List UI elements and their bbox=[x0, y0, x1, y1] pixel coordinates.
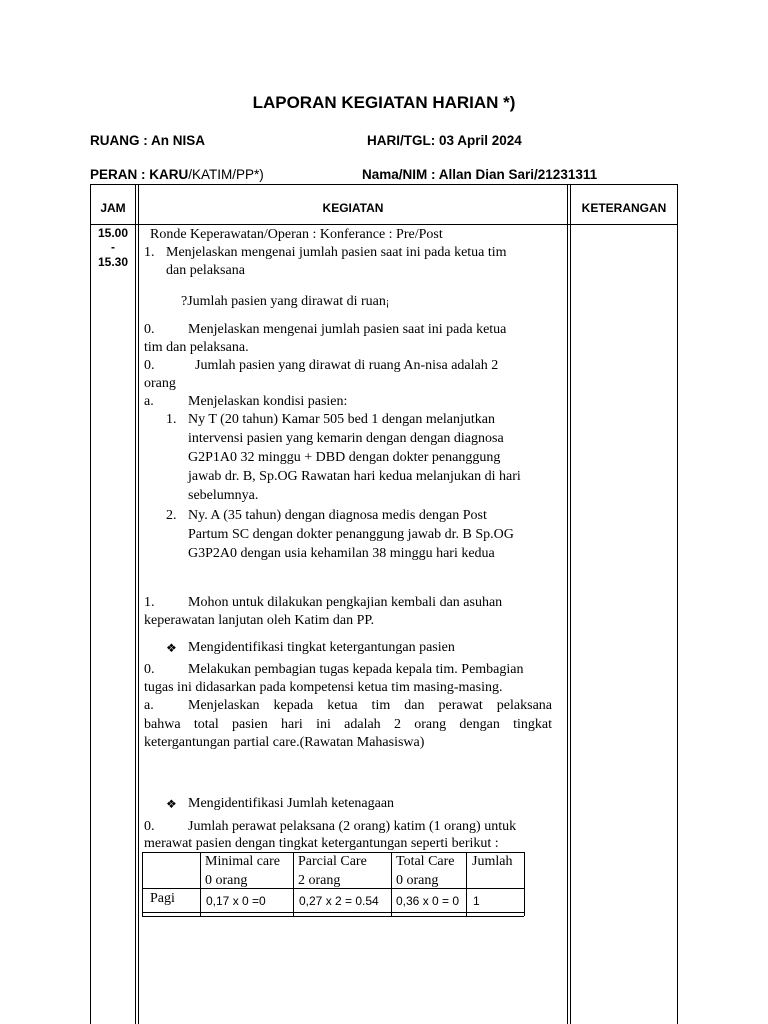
p5-cont: tugas ini didasarkan pada kompetensi ketua tim masing-masing. bbox=[144, 680, 503, 695]
header-keterangan: KETERANGAN bbox=[581, 201, 667, 215]
staff-col-line-0 bbox=[142, 852, 143, 916]
p4-cont: keperawatan lanjutan oleh Katim dan PP. bbox=[144, 613, 375, 628]
staff-col-line-2 bbox=[293, 852, 294, 916]
p6-number: a. bbox=[144, 698, 154, 713]
header-jumlah: Jumlah bbox=[472, 854, 513, 869]
staff-col-line-3 bbox=[391, 852, 392, 916]
cell-minimal: 0,17 x 0 =0 bbox=[206, 894, 266, 908]
header-parcial-care-count: 2 orang bbox=[298, 873, 341, 888]
room-label: RUANG : An NISA bbox=[90, 133, 205, 148]
bullet1-text: Mengidentifikasi tingkat ketergantungan pasien bbox=[188, 640, 455, 655]
time-start: 15.00 bbox=[97, 226, 129, 240]
staff-col-line-1 bbox=[200, 852, 201, 916]
header-total-care: Total Care bbox=[396, 854, 455, 869]
header-parcial-care: Parcial Care bbox=[298, 854, 367, 869]
patient1-line-4: jawab dr. B, Sp.OG Rawatan hari kedua melanjukan di hari bbox=[188, 469, 521, 484]
col-divider-2a bbox=[567, 184, 568, 1024]
p1-text: Menjelaskan mengenai jumlah pasien saat ini pada ketua bbox=[188, 322, 507, 337]
p3-number: a. bbox=[144, 394, 154, 409]
time-end: 15.30 bbox=[97, 255, 129, 269]
p2-cont: orang bbox=[144, 376, 176, 391]
item1-text-cont: dan pelaksana bbox=[166, 263, 245, 278]
patient2-line-1: Ny. A (35 tahun) dengan diagnosa medis dengan Post bbox=[188, 508, 487, 523]
patient1-line-1: Ny T (20 tahun) Kamar 505 bed 1 dengan melanjutkan bbox=[188, 412, 496, 427]
patient1-line-3: G2P1A0 32 minggu + DBD dengan dokter penanggung bbox=[188, 450, 501, 465]
p1-cont: tim dan pelaksana. bbox=[144, 340, 249, 355]
cell-parcial: 0,27 x 2 = 0.54 bbox=[299, 894, 379, 908]
table-top-border bbox=[90, 184, 678, 185]
patient2-line-2: Partum SC dengan dokter penanggung jawab dr. B Sp.OG bbox=[188, 527, 514, 542]
header-jam: JAM bbox=[100, 201, 126, 215]
p2-number: 0. bbox=[144, 358, 155, 373]
table-right-border bbox=[677, 184, 678, 1024]
p7-number: 0. bbox=[144, 819, 155, 834]
patient1-line-5: sebelumnya. bbox=[188, 488, 259, 503]
patient2-number: 2. bbox=[166, 508, 177, 523]
p4-text: Mohon untuk dilakukan pengkajian kembali dan asuhan bbox=[188, 595, 503, 610]
report-title: LAPORAN KEGIATAN HARIAN *) bbox=[252, 93, 516, 112]
p5-number: 0. bbox=[144, 662, 155, 677]
row-shift-pagi: Pagi bbox=[150, 891, 175, 906]
patient1-line-2: intervensi pasien yang kemarin dengan dengan diagnosa bbox=[188, 431, 504, 446]
header-minimal-care-count: 0 orang bbox=[205, 873, 248, 888]
table-header-border bbox=[90, 224, 678, 225]
bullet2-text: Mengidentifikasi Jumlah ketenagaan bbox=[188, 796, 395, 811]
header-minimal-care: Minimal care bbox=[205, 854, 281, 869]
p7-cont: merawat pasien dengan tingkat ketergantungan seperti berikut : bbox=[144, 836, 499, 851]
p6-text: Menjelaskan kepada ketua tim dan perawat pelaksana bbox=[188, 698, 552, 713]
header-total-care-count: 0 orang bbox=[396, 873, 439, 888]
item1-number: 1. bbox=[144, 245, 155, 260]
col-divider-2b bbox=[570, 184, 571, 1024]
table-left-border bbox=[90, 184, 91, 1024]
diamond-bullet-icon: ❖ bbox=[166, 641, 177, 655]
p5-text: Melakukan pembagian tugas kepada kepala tim. Pembagian bbox=[188, 662, 524, 677]
p2-text: Jumlah pasien yang dirawat di ruang An-nisa adalah 2 bbox=[195, 358, 499, 373]
cell-jumlah: 1 bbox=[473, 894, 480, 908]
p6-line-2: bahwa total pasien hari ini adalah 2 orang dengan tingkat bbox=[144, 717, 552, 732]
header-kegiatan: KEGIATAN bbox=[322, 201, 384, 215]
role-suffix: /KATIM/PP*) bbox=[188, 167, 264, 182]
patient2-line-3: G3P2A0 dengan usia kehamilan 38 minggu hari kedua bbox=[188, 546, 495, 561]
name-label: Nama/NIM : Allan Dian Sari/21231311 bbox=[362, 167, 598, 182]
p7-text: Jumlah perawat pelaksana (2 orang) katim (1 orang) untuk bbox=[188, 819, 517, 834]
role-label bbox=[90, 167, 264, 183]
p1-number: 0. bbox=[144, 322, 155, 337]
p6-line-3: ketergantungan partial care.(Rawatan Mahasiswa) bbox=[144, 735, 425, 750]
staff-col-line-4 bbox=[466, 852, 467, 916]
role-prefix: PERAN : KARU bbox=[90, 167, 189, 182]
item1-text: Menjelaskan mengenai jumlah pasien saat ini pada ketua tim bbox=[166, 245, 507, 260]
diamond-bullet-icon: ❖ bbox=[166, 797, 177, 811]
staff-table-row-line-2 bbox=[142, 916, 524, 917]
p4-number: 1. bbox=[144, 595, 155, 610]
col-divider-1a bbox=[135, 184, 136, 1024]
staff-col-line-5 bbox=[524, 852, 525, 916]
ronde-line: Ronde Keperawatan/Operan : Konferance : Pre/Post bbox=[150, 227, 443, 242]
p3-text: Menjelaskan kondisi pasien: bbox=[188, 394, 348, 409]
question-line: ?Jumlah pasien yang dirawat di ruan¡ bbox=[181, 294, 390, 309]
patient1-number: 1. bbox=[166, 412, 177, 427]
time-separator: - bbox=[111, 240, 115, 254]
cell-total: 0,36 x 0 = 0 bbox=[396, 894, 460, 908]
col-divider-1b bbox=[138, 184, 139, 1024]
date-label: HARI/TGL: 03 April 2024 bbox=[367, 133, 522, 148]
